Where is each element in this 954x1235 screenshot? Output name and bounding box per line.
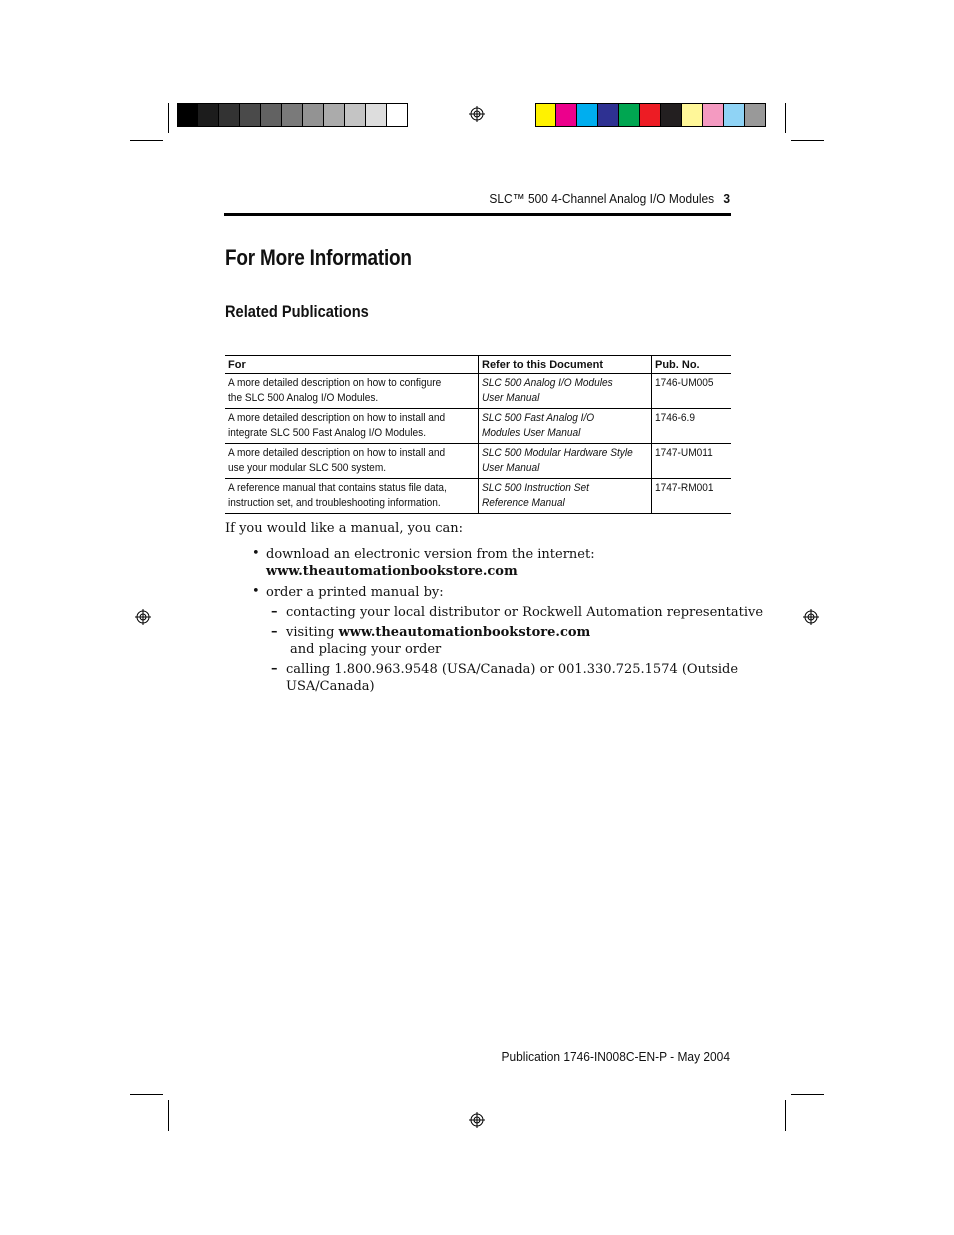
visiting-suffix: and placing your order xyxy=(290,642,442,657)
cell-text: SLC 500 Analog I/O Modules User Manual xyxy=(482,377,613,404)
color-swatch xyxy=(387,104,408,126)
bullet-order: order a printed manual by: xyxy=(266,585,444,600)
running-title: SLC™ 500 4-Channel Analog I/O Modules xyxy=(489,191,715,206)
column-header-pub-no: Pub. No. xyxy=(652,356,732,374)
color-swatch xyxy=(366,104,387,126)
cell-text: 1747-UM011 xyxy=(655,447,713,459)
table-row xyxy=(225,444,731,479)
cell-text: SLC 500 Instruction Set Reference Manual xyxy=(482,482,589,509)
color-swatch xyxy=(324,104,345,126)
cell-text: SLC 500 Modular Hardware Style User Manual xyxy=(482,447,633,474)
color-swatch xyxy=(640,104,661,126)
process-color-bar xyxy=(535,103,766,127)
download-link[interactable]: www.theautomationbookstore.com xyxy=(266,564,518,579)
publication-footer: Publication 1746-IN008C-EN-P - May 2004 xyxy=(501,1049,730,1064)
cell-text: 1746-6.9 xyxy=(655,412,695,424)
cell-text: A more detailed description on how to configure the SLC 500 Analog I/O Modules. xyxy=(228,377,442,404)
table-cell-document xyxy=(479,409,652,444)
registration-target-icon xyxy=(469,106,485,122)
visiting-link[interactable]: www.theautomationbookstore.com xyxy=(338,625,591,640)
crop-mark-bottom-left-horizontal xyxy=(130,1094,163,1095)
color-swatch xyxy=(577,104,598,126)
sub-item-calling xyxy=(286,661,738,695)
table-row xyxy=(225,409,731,444)
bullet-download xyxy=(266,546,595,580)
color-swatch xyxy=(745,104,766,126)
visiting-prefix: visiting xyxy=(286,625,335,640)
table-cell-for xyxy=(225,479,479,514)
table-cell-pub-no xyxy=(652,444,732,479)
table-row xyxy=(225,479,731,514)
crop-mark-top-right-horizontal xyxy=(791,140,824,141)
table-cell-for xyxy=(225,444,479,479)
table-cell-pub-no xyxy=(652,409,732,444)
color-swatch xyxy=(198,104,219,126)
sub-item-visiting xyxy=(286,624,590,658)
crop-mark-bottom-right-vertical xyxy=(785,1100,786,1131)
color-swatch xyxy=(535,104,556,126)
crop-mark-top-left-vertical xyxy=(168,103,169,133)
running-header xyxy=(265,191,730,206)
subsection-title: Related Publications xyxy=(225,302,369,321)
table-row xyxy=(225,374,731,409)
column-header-for: For xyxy=(225,356,479,374)
table-cell-document xyxy=(479,374,652,409)
table-cell-for xyxy=(225,374,479,409)
table-cell-document xyxy=(479,444,652,479)
color-swatch xyxy=(345,104,366,126)
color-swatch xyxy=(556,104,577,126)
color-swatch xyxy=(240,104,261,126)
download-text: download an electronic version from the internet: xyxy=(266,547,595,562)
dash-icon: – xyxy=(271,661,278,676)
calling-line-2: USA/Canada) xyxy=(286,679,375,694)
crop-mark-bottom-left-vertical xyxy=(168,1100,169,1131)
color-swatch xyxy=(282,104,303,126)
section-title: For More Information xyxy=(225,245,412,270)
color-swatch xyxy=(661,104,682,126)
header-rule xyxy=(224,213,731,216)
crop-mark-top-right-vertical xyxy=(785,103,786,133)
bullet-icon: • xyxy=(252,584,260,599)
bullet-icon: • xyxy=(252,546,260,561)
cell-text: SLC 500 Fast Analog I/O Modules User Manual xyxy=(482,412,595,439)
sub-item-contact: contacting your local distributor or Rockwell Automation representative xyxy=(286,605,764,620)
table-cell-document xyxy=(479,479,652,514)
cell-text: 1746-UM005 xyxy=(655,377,714,389)
table-cell-pub-no xyxy=(652,374,732,409)
color-swatch xyxy=(261,104,282,126)
color-swatch xyxy=(598,104,619,126)
cell-text: A reference manual that contains status file data, instruction set, and troubleshooting information. xyxy=(228,482,447,509)
color-swatch xyxy=(619,104,640,126)
column-header-document: Refer to this Document xyxy=(479,356,652,374)
color-swatch xyxy=(177,104,198,126)
cell-text: 1747-RM001 xyxy=(655,482,714,494)
grayscale-color-bar xyxy=(177,103,408,127)
dash-icon: – xyxy=(271,604,278,619)
color-swatch xyxy=(703,104,724,126)
calling-line-1: calling 1.800.963.9548 (USA/Canada) or 001.330.725.1574 (Outside xyxy=(286,662,739,677)
table-cell-for xyxy=(225,409,479,444)
registration-target-icon xyxy=(135,609,151,625)
crop-mark-bottom-right-horizontal xyxy=(791,1094,824,1095)
cell-text: A more detailed description on how to install and integrate SLC 500 Fast Analog I/O Modules. xyxy=(228,412,446,439)
color-swatch xyxy=(724,104,745,126)
color-swatch xyxy=(303,104,324,126)
dash-icon: – xyxy=(271,624,278,639)
crop-mark-top-left-horizontal xyxy=(130,140,163,141)
cell-text: A more detailed description on how to install and use your modular SLC 500 system. xyxy=(228,447,446,474)
table-header-row xyxy=(225,356,731,374)
page-number: 3 xyxy=(723,191,730,206)
related-publications-table xyxy=(225,355,731,514)
color-swatch xyxy=(219,104,240,126)
color-swatch xyxy=(682,104,703,126)
registration-target-icon xyxy=(803,609,819,625)
intro-text: If you would like a manual, you can: xyxy=(225,521,464,536)
table-cell-pub-no xyxy=(652,479,732,514)
registration-target-icon xyxy=(469,1112,485,1128)
